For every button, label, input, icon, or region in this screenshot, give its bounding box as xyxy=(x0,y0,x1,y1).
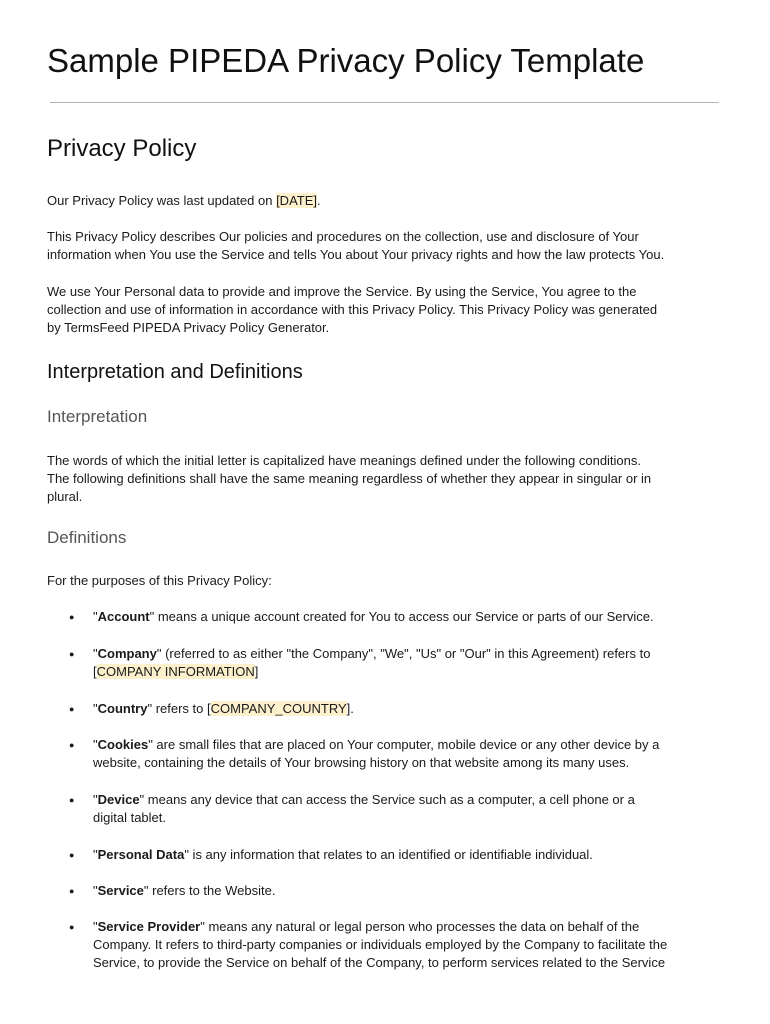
intro-paragraph-2 xyxy=(47,283,737,338)
term-cookies: Cookies xyxy=(97,737,149,752)
interpretation-paragraph xyxy=(47,452,737,507)
term-device: Device xyxy=(97,792,140,807)
intro2-line1: We use Your Personal data to provide and improve the Service. By using the Service, You agree to the xyxy=(47,284,637,299)
interpretation-definitions-heading: Interpretation and Definitions xyxy=(47,361,303,383)
definition-cookies: ● "Cookies" are small files that are placed on Your computer, mobile device or any other device by a website, containing the details of Your browsing history on that website among its many uses. xyxy=(93,736,733,772)
document-title: Sample PIPEDA Privacy Policy Template xyxy=(47,42,645,79)
intro2-line3: by TermsFeed PIPEDA Privacy Policy Generator. xyxy=(47,320,330,336)
intro1-line1: This Privacy Policy describes Our policies and procedures on the collection, use and disclosure of Your xyxy=(47,229,639,244)
last-updated-suffix: . xyxy=(317,193,321,208)
def-country-text: " refers to [ xyxy=(147,701,211,716)
definition-country: ● "Country" refers to [COMPANY_COUNTRY]. xyxy=(93,700,733,718)
term-account: Account xyxy=(97,609,150,624)
company-information-placeholder: COMPANY INFORMATION xyxy=(96,664,255,680)
interpretation-heading: Interpretation xyxy=(47,407,148,426)
definition-account: ● "Account" means a unique account created for You to access our Service or parts of our Service. xyxy=(93,608,733,626)
last-updated-prefix: Our Privacy Policy was last updated on xyxy=(47,193,277,208)
last-updated-paragraph xyxy=(47,192,737,210)
term-service-provider: Service Provider xyxy=(97,919,201,934)
privacy-policy-heading: Privacy Policy xyxy=(47,135,197,162)
interp-line2: The following definitions shall have the same meaning regardless of whether they appear in singular or in xyxy=(47,471,652,487)
definition-device: ● "Device" means any device that can access the Service such as a computer, a cell phone or a digital tablet. xyxy=(93,791,733,827)
intro-paragraph-1 xyxy=(47,228,737,264)
interp-line1: The words of which the initial letter is capitalized have meanings defined under the following conditions. xyxy=(47,453,642,468)
def-company-text: " (referred to as either "the Company", "We", "Us" or "Our" in this Agreement) refers to xyxy=(156,646,651,661)
intro1-line2: information when You use the Service and tells You about Your privacy rights and how the law protects You. xyxy=(47,247,665,263)
def-service-provider-line2: Company. It refers to third-party companies or individuals employed by the Company to facilitate the xyxy=(93,937,668,953)
def-device-line2: digital tablet. xyxy=(93,810,166,826)
def-service-text: " refers to the Website. xyxy=(143,883,276,898)
def-service-provider-line3: Service, to provide the Service on behalf of the Company, to perform services related to the Service xyxy=(93,955,666,971)
def-device-line1: " means any device that can access the Service such as a computer, a cell phone or a xyxy=(139,792,635,807)
def-account-text: " means a unique account created for You to access our Service or parts of our Service. xyxy=(149,609,654,624)
title-divider xyxy=(50,102,719,103)
def-country-suffix: ]. xyxy=(346,701,354,716)
company-country-placeholder: COMPANY_COUNTRY xyxy=(210,701,347,716)
definitions-heading: Definitions xyxy=(47,528,127,547)
definitions-intro: For the purposes of this Privacy Policy: xyxy=(47,573,272,588)
date-placeholder: [DATE] xyxy=(276,193,317,208)
term-country: Country xyxy=(97,701,148,716)
def-personal-data-text: " is any information that relates to an identified or identifiable individual. xyxy=(184,847,593,862)
definition-service-provider: ● "Service Provider" means any natural or legal person who processes the data on behalf of the Company. It refers to third-party companies or individuals employed by the Company to facilitate the Service, to provide the Service on behalf of the Company, to perform services related to the Service xyxy=(93,918,733,973)
definition-service: ● "Service" refers to the Website. xyxy=(93,882,733,900)
def-cookies-line2: website, containing the details of Your browsing history on that website among its many uses. xyxy=(93,755,630,771)
term-company: Company xyxy=(97,646,157,661)
def-cookies-line1: " are small files that are placed on Your computer, mobile device or any other device by a xyxy=(148,737,660,752)
term-personal-data: Personal Data xyxy=(97,847,185,862)
intro2-line2: collection and use of information in accordance with this Privacy Policy. This Privacy Policy was generated xyxy=(47,302,658,318)
term-service: Service xyxy=(97,883,144,898)
definition-company: ● "Company" (referred to as either "the Company", "We", "Us" or "Our" in this Agreement) refers to [COMPANY INFORMATION] xyxy=(93,645,733,681)
interp-line3: plural. xyxy=(47,489,83,505)
def-service-provider-line1: " means any natural or legal person who processes the data on behalf of the xyxy=(200,919,640,934)
definition-personal-data: ● "Personal Data" is any information that relates to an identified or identifiable individual. xyxy=(93,846,733,864)
